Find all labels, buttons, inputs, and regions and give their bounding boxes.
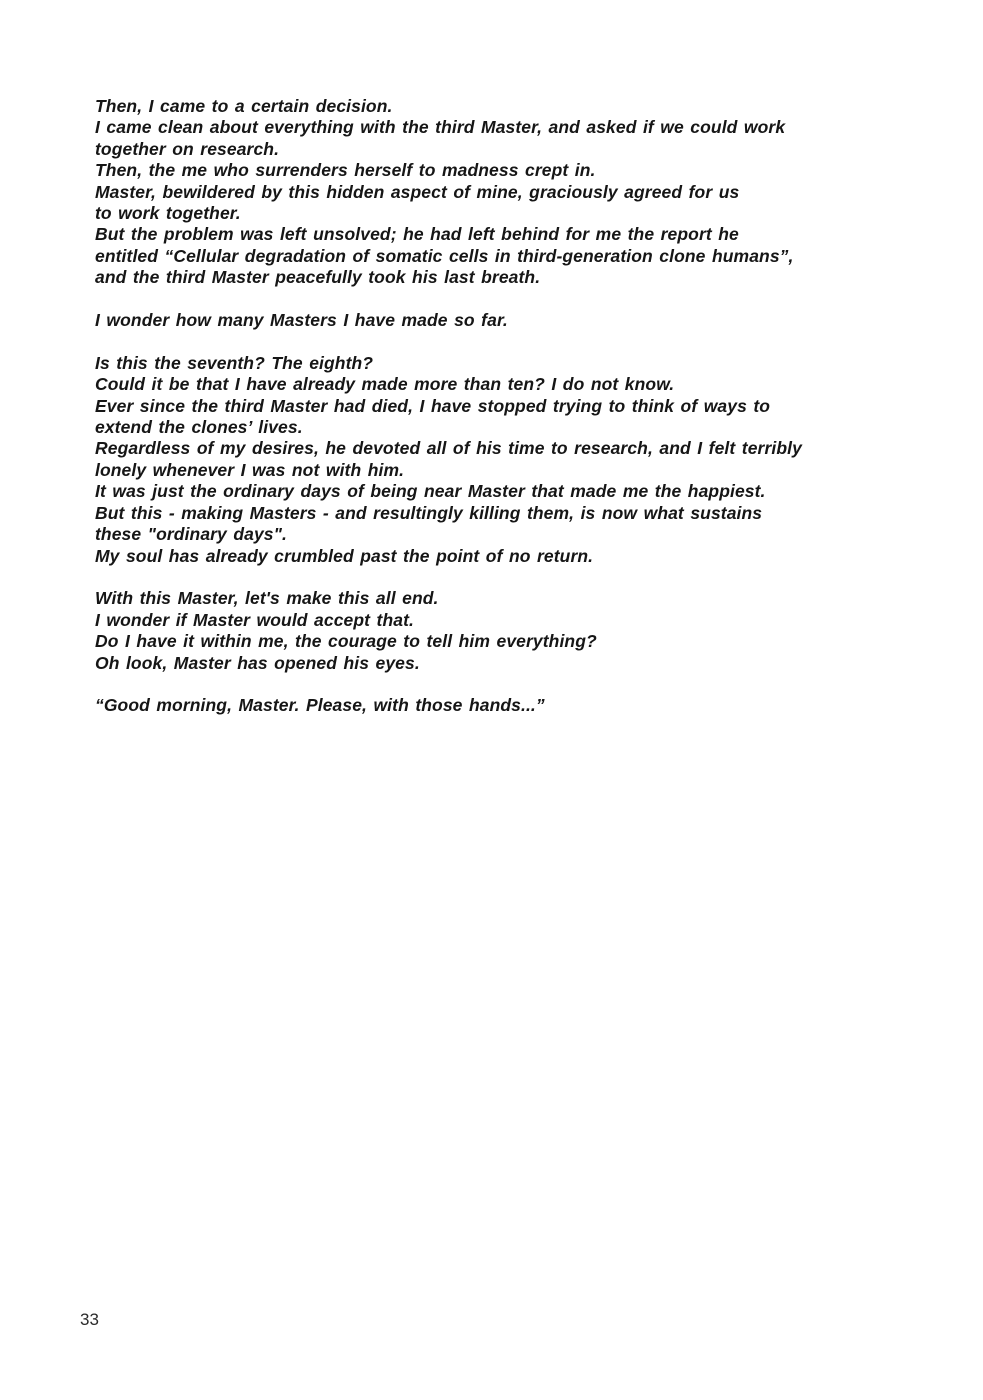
text-line: these "ordinary days". xyxy=(95,524,288,545)
text-line: together on research. xyxy=(95,138,280,159)
text-line: to work together. xyxy=(95,203,241,224)
text-line: With this Master, let's make this all end. xyxy=(95,588,439,609)
page-number: 33 xyxy=(80,1310,99,1329)
text-line: entitled “Cellular degradation of somatic cells in third-generation clone humans”, xyxy=(95,245,794,266)
text-line: Then, I came to a certain decision. xyxy=(95,96,393,116)
paragraph xyxy=(95,310,965,331)
text-line: lonely whenever I was not with him. xyxy=(95,459,405,480)
paragraph xyxy=(95,353,965,567)
text-line: But the problem was left unsolved; he had left behind for me the report he xyxy=(95,224,739,245)
text-line: Master, bewildered by this hidden aspect of mine, graciously agreed for us xyxy=(95,181,740,202)
text-line: It was just the ordinary days of being near Master that made me the happiest. xyxy=(95,481,766,502)
text-line: I wonder how many Masters I have made so far. xyxy=(95,310,508,331)
text-line: I wonder if Master would accept that. xyxy=(95,609,414,630)
text-line: Oh look, Master has opened his eyes. xyxy=(95,652,420,673)
text-line: My soul has already crumbled past the point of no return. xyxy=(95,545,594,566)
text-line: Is this the seventh? The eighth? xyxy=(95,352,374,373)
text-line: Then, the me who surrenders herself to madness crept in. xyxy=(95,160,596,181)
text-line: I came clean about everything with the third Master, and asked if we could work xyxy=(95,117,786,138)
text-line: Regardless of my desires, he devoted all of his time to research, and I felt terribly xyxy=(95,438,802,459)
story-text-block xyxy=(95,96,965,717)
text-line: extend the clones’ lives. xyxy=(95,417,303,438)
paragraph xyxy=(95,695,965,716)
text-line: Could it be that I have already made more than ten? I do not know. xyxy=(95,374,675,395)
text-line: Do I have it within me, the courage to tell him everything? xyxy=(95,631,597,652)
text-line: “Good morning, Master. Please, with those hands...” xyxy=(95,695,545,716)
text-line: But this - making Masters - and resultingly killing them, is now what sustains xyxy=(95,502,763,523)
paragraph xyxy=(95,96,965,289)
paragraph xyxy=(95,588,965,674)
text-line: and the third Master peacefully took his last breath. xyxy=(95,267,541,288)
text-line: Ever since the third Master had died, I have stopped trying to think of ways to xyxy=(95,395,771,416)
